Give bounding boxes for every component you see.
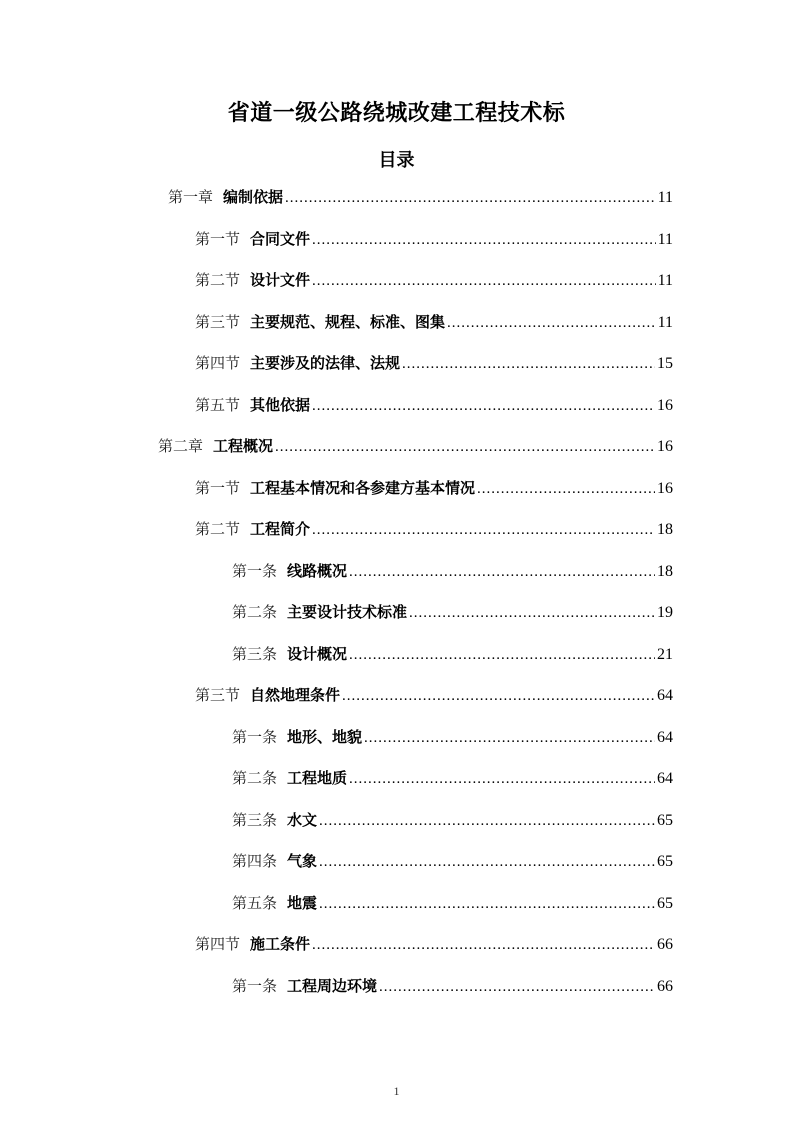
toc-entry-label: 第四条 xyxy=(232,852,278,870)
toc-entry-text: 编制依据 xyxy=(223,188,284,206)
toc-leader-dots xyxy=(349,647,655,664)
toc-entry-page: 64 xyxy=(657,687,673,704)
toc-leader-dots xyxy=(285,190,656,207)
toc-entry-page: 11 xyxy=(657,231,673,248)
toc-entry[interactable] xyxy=(195,352,673,376)
toc-entry-page: 11 xyxy=(657,189,673,206)
toc-entry-label: 第一条 xyxy=(232,977,278,995)
toc-entry-page: 66 xyxy=(657,936,673,953)
toc-entry-text: 施工条件 xyxy=(250,935,311,953)
toc-entry-page: 66 xyxy=(657,978,673,995)
toc-leader-dots xyxy=(319,896,655,913)
toc-entry-text: 地震 xyxy=(287,894,318,912)
toc-entry-page: 18 xyxy=(657,563,673,580)
toc-heading: 目录 xyxy=(378,150,415,171)
toc-leader-dots xyxy=(312,273,656,290)
toc-leader-dots xyxy=(312,937,655,954)
toc-entry-label: 第一条 xyxy=(232,562,278,580)
toc-leader-dots xyxy=(312,398,655,415)
toc-entry-text: 地形、地貌 xyxy=(287,728,363,746)
toc-entry[interactable] xyxy=(232,601,673,625)
toc-entry-text: 气象 xyxy=(287,852,318,870)
toc-entry-text: 其他依据 xyxy=(250,396,311,414)
toc-entry[interactable] xyxy=(232,643,673,667)
toc-entry-label: 第二章 xyxy=(158,437,204,455)
toc-entry-text: 设计概况 xyxy=(287,645,348,663)
toc-entry[interactable] xyxy=(195,518,673,542)
toc-leader-dots xyxy=(477,481,655,498)
toc-entry-page: 11 xyxy=(657,314,673,331)
toc-entry-text: 工程基本情况和各参建方基本情况 xyxy=(250,479,476,497)
toc-entry-text: 主要设计技术标准 xyxy=(287,603,408,621)
toc-entry[interactable] xyxy=(195,933,673,957)
page-number: 1 xyxy=(393,1084,400,1098)
toc-entry-text: 工程简介 xyxy=(250,520,311,538)
toc-entry-label: 第三节 xyxy=(195,686,241,704)
toc-entry-page: 16 xyxy=(657,397,673,414)
toc-entry[interactable] xyxy=(195,477,673,501)
toc-entry[interactable] xyxy=(232,809,673,833)
toc-entry-page: 18 xyxy=(657,521,673,538)
toc-entry[interactable] xyxy=(232,560,673,584)
toc-entry-label: 第二条 xyxy=(232,603,278,621)
toc-leader-dots xyxy=(447,315,656,332)
toc-entry[interactable] xyxy=(158,435,673,459)
toc-entry-page: 64 xyxy=(657,770,673,787)
toc-entry-label: 第四节 xyxy=(195,935,241,953)
toc-entry-label: 第一章 xyxy=(168,188,214,206)
toc-entry-page: 21 xyxy=(657,646,673,663)
toc-leader-dots xyxy=(319,854,655,871)
toc-entry-text: 设计文件 xyxy=(250,271,311,289)
toc-entry-text: 线路概况 xyxy=(287,562,348,580)
toc-entry-text: 自然地理条件 xyxy=(250,686,341,704)
toc-entry[interactable] xyxy=(195,684,673,708)
toc-leader-dots xyxy=(364,730,655,747)
toc-entry-page: 16 xyxy=(657,480,673,497)
toc-leader-dots xyxy=(349,771,655,788)
toc-entry[interactable] xyxy=(168,186,673,210)
toc-entry-label: 第四节 xyxy=(195,354,241,372)
toc-leader-dots xyxy=(319,813,655,830)
toc-entry-text: 水文 xyxy=(287,811,318,829)
toc-entry-page: 16 xyxy=(657,438,673,455)
toc-entry-text: 主要规范、规程、标准、图集 xyxy=(250,313,446,331)
toc-entry-text: 合同文件 xyxy=(250,230,311,248)
toc-entry-text: 工程地质 xyxy=(287,769,348,787)
toc-entry[interactable] xyxy=(232,767,673,791)
toc-entry-label: 第三条 xyxy=(232,645,278,663)
toc-entry-label: 第二节 xyxy=(195,520,241,538)
toc-entry-page: 65 xyxy=(657,812,673,829)
toc-leader-dots xyxy=(342,688,655,705)
toc-entry-label: 第五节 xyxy=(195,396,241,414)
toc-entry-text: 主要涉及的法律、法规 xyxy=(250,354,401,372)
toc-entry-page: 65 xyxy=(657,895,673,912)
toc-entry[interactable] xyxy=(232,975,673,999)
toc-entry[interactable] xyxy=(195,269,673,293)
toc-entry-label: 第一条 xyxy=(232,728,278,746)
toc-entry-page: 15 xyxy=(657,355,673,372)
toc-entry-page: 64 xyxy=(657,729,673,746)
toc-entry-label: 第二节 xyxy=(195,271,241,289)
toc-leader-dots xyxy=(379,979,655,996)
toc-entry[interactable] xyxy=(195,311,673,335)
toc-entry-label: 第三节 xyxy=(195,313,241,331)
toc-entry-label: 第一节 xyxy=(195,479,241,497)
toc-leader-dots xyxy=(402,356,655,373)
toc-entry-text: 工程周边环境 xyxy=(287,977,378,995)
toc-entry[interactable] xyxy=(232,850,673,874)
toc-entry-page: 19 xyxy=(657,604,673,621)
toc-entry-page: 11 xyxy=(657,272,673,289)
toc-leader-dots xyxy=(312,522,655,539)
toc-leader-dots xyxy=(349,564,655,581)
toc-entry[interactable] xyxy=(232,726,673,750)
toc-entry[interactable] xyxy=(195,228,673,252)
toc-entry-label: 第二条 xyxy=(232,769,278,787)
toc-entry-page: 65 xyxy=(657,853,673,870)
toc-leader-dots xyxy=(275,439,655,456)
toc-entry-label: 第一节 xyxy=(195,230,241,248)
toc-entry[interactable] xyxy=(232,892,673,916)
toc-entry-text: 工程概况 xyxy=(213,437,274,455)
toc-entry-label: 第五条 xyxy=(232,894,278,912)
toc-entry-label: 第三条 xyxy=(232,811,278,829)
document-title: 省道一级公路绕城改建工程技术标 xyxy=(227,101,566,126)
toc-entry[interactable] xyxy=(195,394,673,418)
toc-leader-dots xyxy=(409,605,655,622)
toc-leader-dots xyxy=(312,232,656,249)
